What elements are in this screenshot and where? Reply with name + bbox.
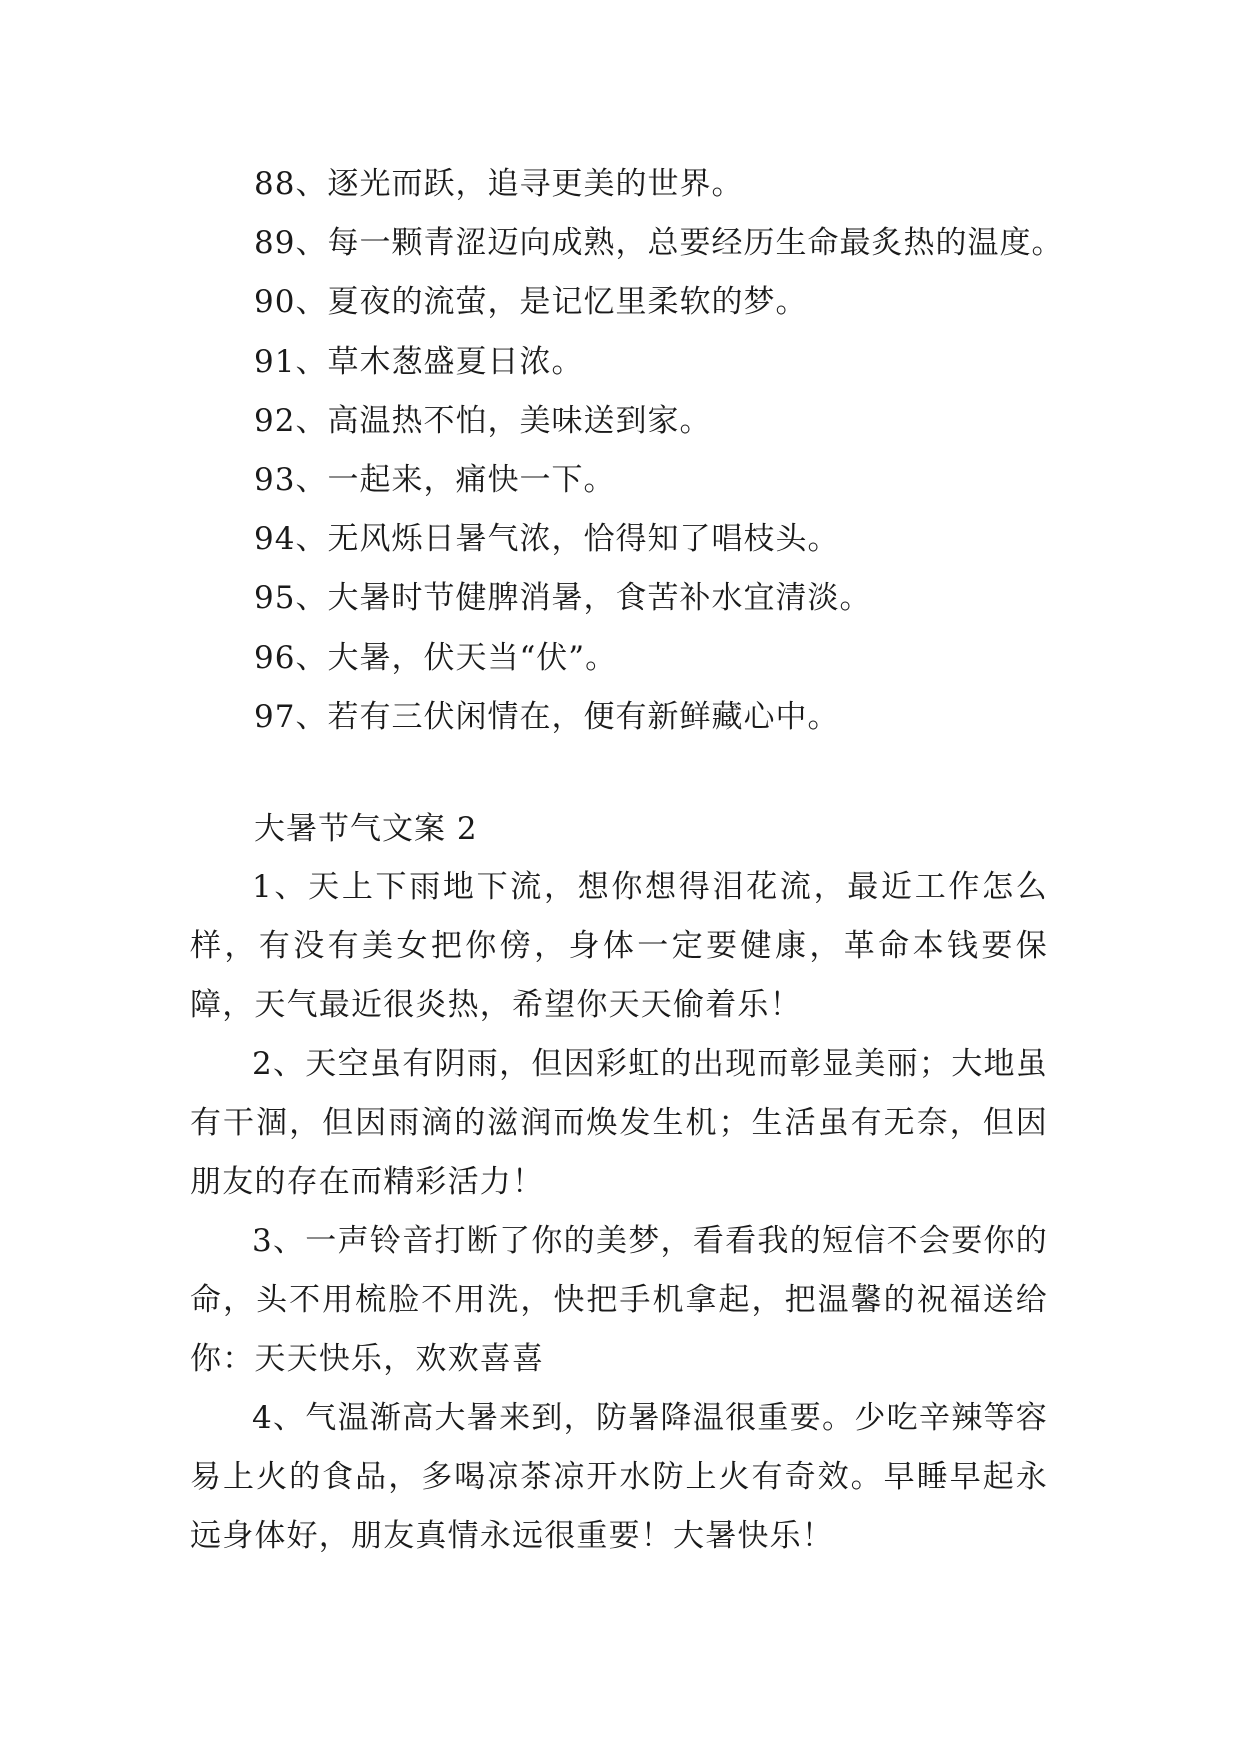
list-item: 96、大暑，伏天当“伏”。 — [254, 639, 618, 676]
slogan-list — [254, 155, 1114, 747]
list-item: 95、大暑时节健脾消暑，食苦补水宜清淡。 — [254, 580, 872, 617]
list-item: 94、无风烁日暑气浓，恰得知了唱枝头。 — [254, 521, 840, 558]
paragraph: 1、天上下雨地下流，想你想得泪花流，最近工作怎么样，有没有美女把你傍，身体一定要健康，革命本钱要保障，天气最近很炎热，希望你天天偷着乐！ — [190, 869, 1048, 1023]
list-item: 97、若有三伏闲情在，便有新鲜藏心中。 — [254, 698, 840, 735]
list-item: 93、一起来，痛快一下。 — [254, 461, 616, 498]
section-title: 大暑节气文案 2 — [254, 811, 478, 847]
paragraph: 2、天空虽有阴雨，但因彩虹的出现而彰显美丽；大地虽有干涸，但因雨滴的滋润而焕发生机；生活虽有无奈，但因朋友的存在而精彩活力！ — [190, 1046, 1048, 1200]
list-item: 90、夏夜的流萤，是记忆里柔软的梦。 — [254, 284, 808, 321]
list-item: 91、草木葱盛夏日浓。 — [254, 343, 584, 380]
list-item: 89、每一颗青涩迈向成熟，总要经历生命最炙热的温度。 — [254, 225, 1064, 262]
list-item: 88、逐光而跃，追寻更美的世界。 — [254, 166, 744, 202]
paragraph: 4、气温渐高大暑来到，防暑降温很重要。少吃辛辣等容易上火的食品，多喝凉茶凉开水防上火有奇效。早睡早起永远身体好，朋友真情永远很重要！大暑快乐！ — [190, 1400, 1048, 1554]
paragraph: 3、一声铃音打断了你的美梦，看看我的短信不会要你的命，头不用梳脸不用洗，快把手机拿起，把温馨的祝福送给你：天天快乐，欢欢喜喜 — [190, 1223, 1048, 1377]
list-item: 92、高温热不怕，美味送到家。 — [254, 402, 712, 439]
paragraph-section — [190, 858, 1048, 1566]
